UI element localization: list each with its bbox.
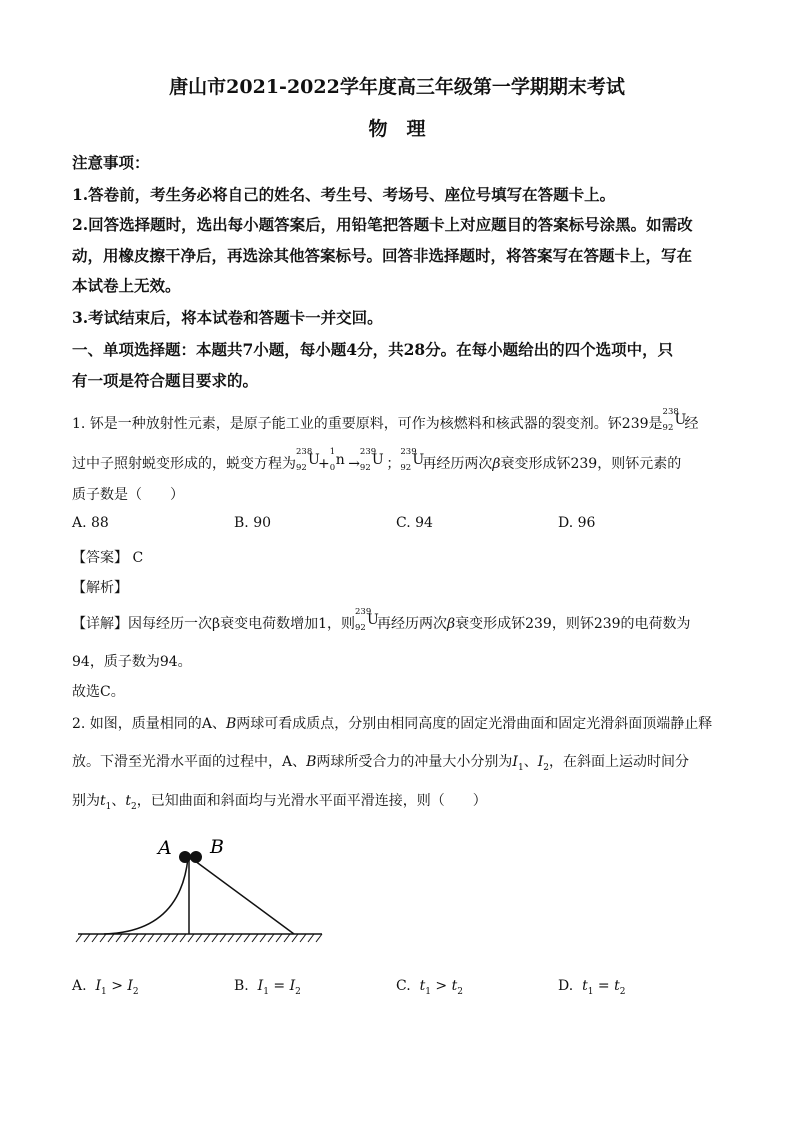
ball-b: [190, 851, 202, 863]
q1-option-c: C. 94: [396, 515, 433, 531]
q2-line-1: 2. 如图，质量相同的A、B两球可看成质点，分别由相同高度的固定光滑曲面和固定光滑斜面顶端静止释: [72, 716, 713, 732]
note-1: 1.答卷前，考生务必将自己的姓名、考生号、考场号、座位号填写在答题卡上。: [72, 185, 616, 204]
q1-detail-line-1: 【详解】因每经历一次β衰变电荷数增加1，则 239 92 U 再经历两次β衰变形成钚239，则钚239的电荷数为: [72, 607, 691, 633]
note-2-line-1: 2.回答选择题时，选出每小题答案后，用铅笔把答题卡上对应题目的答案标号涂黑。如需改: [72, 215, 693, 234]
q1-conclusion: 故选C。: [72, 684, 125, 700]
nuclide-u239-eq: 239 92 U: [359, 447, 384, 473]
section-heading-line-2: 有一项是符合题目要求的。: [72, 371, 259, 390]
q2-line-2: 放。下滑至光滑水平面的过程中，A、B两球所受合力的冲量大小分别为$I_1$、$I_2$，在斜面上运动时间分: [72, 754, 689, 773]
q1-line-2: 过中子照射蜕变形成的，蜕变方程为 238 92 U + 1 0 n → 239 92 U ； 239 92 U 再经历两次β衰变形成钚239，则钚元素的: [72, 447, 682, 473]
q1-line-3: 质子数是（ ）: [72, 487, 184, 503]
exam-title: 唐山市2021-2022学年度高三年级第一学期期末考试: [169, 76, 625, 98]
label-a: A: [158, 837, 172, 859]
nuclide-u238-eq: 238 92 U: [296, 447, 320, 473]
q1-analysis-label: 【解析】: [72, 580, 128, 596]
q1-line-1: [72, 407, 699, 433]
ball-a: [179, 851, 191, 863]
note-2-line-2: 动，用橡皮擦干净后，再选涂其他答案标号。回答非选择题时，将答案写在答题卡上，写在: [72, 246, 693, 265]
nuclide-u238: 238 92 U: [662, 407, 687, 433]
q2-option-b: B. $I_1 = I_2$: [234, 978, 301, 997]
ground-hatch: [76, 934, 322, 942]
q2-option-a: A. $I_1 > I_2$: [72, 978, 139, 997]
q1-option-a: A. 88: [72, 515, 109, 531]
q2-line-3: 别为$t_1$、$t_2$，已知曲面和斜面均与光滑水平面平滑连接，则（ ）: [72, 793, 487, 812]
incline-surface: [191, 858, 294, 934]
label-b: B: [210, 836, 224, 858]
nuclide-u239-detail: 239 92 U: [355, 607, 379, 633]
q2-option-c: C. $t_1 > t_2$: [396, 978, 463, 997]
q1-detail-line-2: 94，质子数为94。: [72, 654, 192, 670]
notes-heading: 注意事项：: [72, 153, 150, 172]
curved-surface: [104, 858, 188, 934]
q1-text-b: 经: [684, 416, 699, 432]
q2-figure: [72, 828, 332, 948]
q1-answer: 【答案】 C: [72, 550, 144, 566]
section-heading-line-1: 一、单项选择题：本题共7小题，每小题4分，共28分。在每小题给出的四个选项中，只: [72, 340, 674, 359]
q1-option-b: B. 90: [234, 515, 272, 531]
q2-option-d: D. $t_1 = t_2$: [558, 978, 626, 997]
nuclide-neutron: 1 0 n: [329, 447, 345, 473]
nuclide-u239: 239 92 U: [400, 447, 425, 473]
note-2-line-3: 本试卷上无效。: [72, 276, 181, 295]
q1-text-a: 1. 钚是一种放射性元素，是原子能工业的重要原料，可作为核燃料和核武器的裂变剂。钚239是: [72, 416, 663, 432]
note-3: 3.考试结束后，将本试卷和答题卡一并交回。: [72, 308, 383, 327]
q1-option-d: D. 96: [558, 515, 596, 531]
subject-title: 物 理: [368, 118, 426, 140]
